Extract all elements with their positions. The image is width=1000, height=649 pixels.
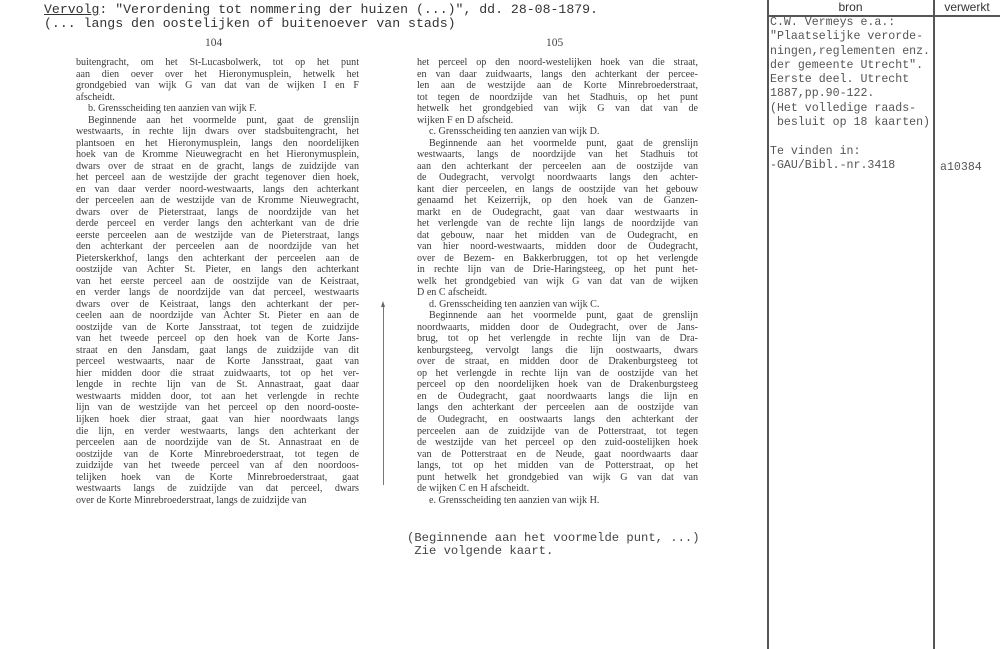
text-line: van het eerste perceel aan de oostzijde van de Keistraat, — [76, 275, 359, 287]
header-title: : "Verordening tot nommering der huizen (...)", dd. 28-08-1879. — [99, 2, 598, 17]
table-border-left — [767, 0, 769, 649]
text-line: hier midden door die straat zuidwaarts, tot op het ver- — [76, 367, 359, 379]
source-line: besluit op 18 kaarten) — [770, 116, 931, 130]
column-header-bron: bron — [838, 0, 863, 14]
text-line: tot tegen de noordzijde van het Stadhuis, op het punt — [417, 91, 698, 103]
text-line: aan den achterkant der perceelen aan de oostzijde van — [417, 160, 698, 172]
text-line: dwars over de straat en de gracht, langs de zuidzijde van — [76, 160, 359, 172]
text-line: e. Grensscheiding ten aanzien van wijk H. — [429, 494, 600, 506]
text-line: Pieterskerkhof, langs den achterkant der perceelen aan de — [76, 252, 359, 264]
source-line: 1887,pp.90-122. — [770, 87, 875, 101]
text-line: westwaarts midden door, tot aan het verlengde in rechte — [76, 390, 359, 402]
text-line: Beginnende aan het voormelde punt, gaat de grenslijn — [429, 310, 698, 322]
text-line: over de straat, en midden door de Drakenburgsteeg tot — [417, 356, 698, 368]
text-line: het perceel op den noord-westelijken hoek van die straat, — [417, 57, 698, 68]
text-line: lijn van de westzijde van het perceel op den noord-ooste- — [76, 402, 359, 414]
text-line: oostzijde van Achter St. Pieter, en langs den achterkant — [76, 264, 359, 276]
text-line: lijken hoek dier straat, gaat van hier noordwaats langs — [76, 413, 359, 425]
text-line: b. Grensscheiding ten aanzien van wijk F. — [88, 103, 257, 115]
text-line: grondgebied van wijk G van dat van de wijken I en F — [76, 80, 359, 92]
text-line: dat gebouw, naar het midden van de Oudegracht, en — [417, 229, 698, 241]
text-line: oostzijde van de Korte Jansstraat, tot tegen de zuidzijde — [76, 321, 359, 333]
text-line: Beginnende aan het voormelde punt, gaat de grenslijn — [88, 114, 359, 126]
text-line: de westzijde van het perceel op den zuid-oostelijken hoek — [417, 437, 698, 449]
text-line: Beginnende aan het voormelde punt, gaat de grenslijn — [429, 137, 698, 149]
text-line: derde perceel en verder langs den achterkant van de drie — [76, 218, 359, 230]
source-line: der gemeente Utrecht". — [770, 58, 924, 72]
text-line: westwaarts, in rechte lijn dwars over stadsbuitengracht, het — [76, 126, 359, 138]
text-line: de Oudegracht, vervolgt noordwaarts langs den achter- — [417, 172, 698, 184]
text-line: over de Bezem- en Bakkerbruggen, tot op het verlengde — [417, 252, 698, 264]
table-border-middle — [933, 0, 935, 649]
source-reference — [770, 16, 930, 173]
text-line: d. Grensscheiding ten aanzien van wijk C. — [429, 298, 600, 310]
text-line: zuidzijde van het tweede perceel van af den noordoos- — [76, 460, 359, 472]
text-line: genaamd het Keizerrijk, op den hoek van de Ganzen- — [417, 195, 698, 207]
text-line: kant dier perceelen, en langs de oostzijde van het gebouw — [417, 183, 698, 195]
source-line: ningen,reglementen enz. — [770, 44, 931, 58]
processed-id: a10384 — [940, 161, 982, 174]
text-line: plantsoen en het Hieronymusplein, langs den noordelijken — [76, 137, 359, 149]
text-line: wijken F en D afscheid. — [417, 114, 514, 126]
text-line: en verder langs de noordzijde van dat perceel, westwaarts — [76, 287, 359, 299]
source-line — [770, 130, 930, 144]
source-line: C.W. Vermeys e.a.: — [770, 16, 896, 29]
left-page-text — [76, 57, 359, 506]
text-line: de Oudegracht, en oostwaarts langs den achterkant der — [417, 413, 698, 425]
text-line: het verlengde van de rechte lijn langs de noordzijde van — [417, 218, 698, 230]
text-line: ceelen aan de noordzijde van Achter St. Pieter en aan de — [76, 310, 359, 322]
continuation-note-line2: Zie volgende kaart. — [407, 544, 554, 558]
text-line: het perceel aan de westzijde der gracht tegenover dien hoek, — [76, 172, 359, 184]
text-line: c. Grensscheiding ten aanzien van wijk D. — [429, 126, 600, 138]
source-line: "Plaatselijke verorde- — [770, 30, 924, 44]
source-line: Te vinden in: — [770, 144, 861, 158]
text-line: kenburgsteeg, vervolgt langs die lijn oostwaarts, dwars — [417, 344, 698, 356]
text-line: der perceelen aan de westzijde van de Kromme Nieuwegracht, — [76, 195, 359, 207]
text-line: noordwaarts, midden door de Oudegracht, over de Jans- — [417, 321, 698, 333]
text-line: punt hetwelk het grondgebied van wijk G van dat van — [417, 471, 698, 483]
text-line: perceel westwaarts, naar de Korte Jansstraat, gaat van — [76, 356, 359, 368]
text-line: en van daar zuidwaarts, langs den achterkant der percee- — [417, 68, 698, 80]
text-line: len aan de westzijde aan de Korte Minrebroederstraat, — [417, 80, 698, 92]
text-line: lengde in rechte lijn van de St. Annastraat, gaat daar — [76, 379, 359, 391]
text-line: hetwelk het grondgebied van wijk G van dat van de — [417, 103, 698, 115]
text-line: buitengracht, om het St-Lucasbolwerk, tot op het punt — [76, 57, 359, 68]
text-line: oostzijde van de Korte Minrebroederstraat, tot tegen de — [76, 448, 359, 460]
text-line: brug, tot op het verlengde in rechte lijn van de Dra- — [417, 333, 698, 345]
continuation-note-line1: (Beginnende aan het voormelde punt, ...) — [407, 531, 700, 545]
page-number-right: 105 — [546, 37, 564, 49]
source-line: -GAU/Bibl.-nr.3418 — [770, 158, 896, 172]
text-line: in rechte lijn van de Drie-Haringsteeg, op het punt het- — [417, 264, 698, 276]
text-line: dwars over de Pieterstraat, langs de noordzijde van het — [76, 206, 359, 218]
text-line: D en C afscheidt. — [417, 287, 488, 299]
text-line: aan dien oever over het Hieronymusplein, hetwelk het — [76, 68, 359, 80]
text-line: perceel op den noordelijken hoek van de Drakenburgsteeg — [417, 379, 698, 391]
text-line: langs den achterkant der perceelen aan de oostzijde van — [417, 402, 698, 414]
source-line: (Het volledige raads- — [770, 101, 917, 115]
text-line: telijken hoek van de Korte Minrebroederstraat, gaat — [76, 471, 359, 483]
continuation-note — [407, 532, 700, 558]
text-line: langs, tot op het midden van de Potterstraat, op het — [417, 460, 698, 472]
page-number-left: 104 — [205, 37, 223, 49]
text-line: en van daar verder noord-westwaarts, langs den achterkant — [76, 183, 359, 195]
text-line: welk het grondgebied van wijk G van dat van de wijken — [417, 275, 698, 287]
source-line: Eerste deel. Utrecht — [770, 73, 910, 87]
text-line: die lijn, en verder westwaarts, langs den achterkant der — [76, 425, 359, 437]
margin-pencil-mark — [383, 305, 384, 485]
text-line: op het verlengde in rechte lijn van de oostzijde van het — [417, 367, 698, 379]
text-line: van het tweede perceel op den hoek van de Korte Jans- — [76, 333, 359, 345]
text-line: straat en den Jansdam, gaat langs de zuidzijde van dit — [76, 344, 359, 356]
text-line: van de Potterstraat en de Neude, gaat noordwaarts daar — [417, 448, 698, 460]
text-line: van hier noord-westwaarts, midden door de Oudegracht, — [417, 241, 698, 253]
text-line: markt en de Oudegracht, gaat van daar westwaarts in — [417, 206, 698, 218]
header-subtitle: (... langs den oostelijken of buitenoever van stads) — [44, 16, 456, 31]
source-table — [767, 0, 1000, 649]
text-line: eerste perceelen aan de westzijde van de Pieterstraat, langs — [76, 229, 359, 241]
text-line: westwaarts, langs de noordzijde van het Stadhuis tot — [417, 149, 698, 161]
column-header-verwerkt: verwerkt — [944, 0, 990, 14]
text-line: perceelen aan de zuidzijde van de Potterstraat, tot tegen — [417, 425, 698, 437]
text-line: de wijken C en H afscheidt. — [417, 483, 530, 495]
text-line: en de Oudegracht, gaat noordwaarts langs die lijn en — [417, 390, 698, 402]
text-line: den achterkant der perceelen aan de noordzijde van het — [76, 241, 359, 253]
text-line: hoek van de Kromme Nieuwegracht en het Hieronymusplein, — [76, 149, 359, 161]
text-line: perceelen aan de noordzijde van de St. Annastraat en de — [76, 437, 359, 449]
header-label: Vervolg — [44, 2, 100, 17]
text-line: over de Korte Minrebroederstraat, langs de zuidzijde van — [76, 494, 307, 506]
text-line: westwaarts langs de zuidzijde van dat perceel, dwars — [76, 483, 359, 495]
document-header — [44, 3, 598, 31]
text-line: afscheidt. — [76, 91, 115, 103]
text-line: dwars over de Keistraat, langs den achterkant der per- — [76, 298, 359, 310]
right-page-text — [417, 57, 698, 506]
